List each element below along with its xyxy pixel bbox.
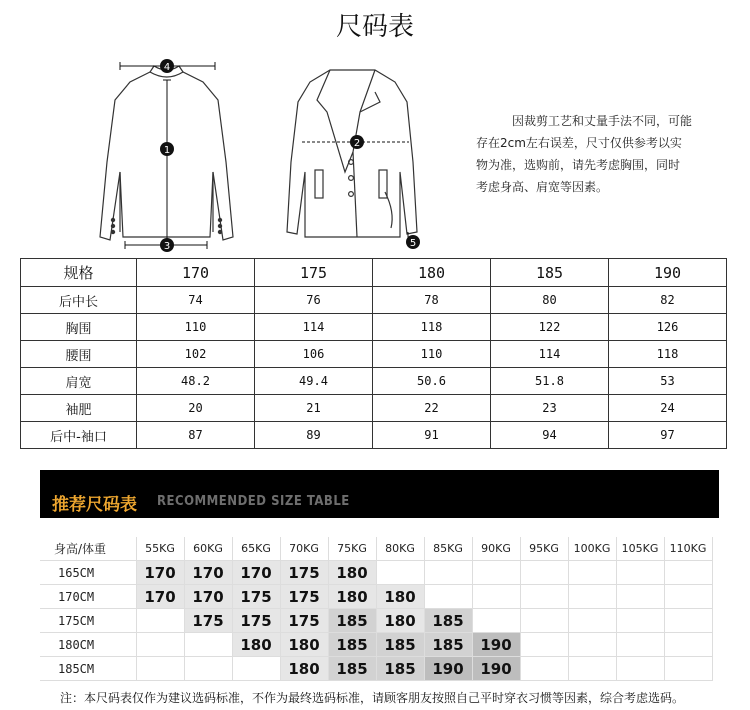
recommend-cell: 180 [280,633,328,657]
weight-header: 55KG [136,537,184,561]
corner-label: 身高/体重 [40,537,136,561]
marker-2: 2 [353,138,361,149]
recommend-cell [616,585,664,609]
recommend-cell [664,633,712,657]
table-cell: 78 [373,287,491,314]
table-row [21,314,727,341]
recommend-cell [568,609,616,633]
weight-header: 65KG [232,537,280,561]
recommend-cell [568,585,616,609]
height-label: 175CM [40,609,136,633]
table-cell: 51.8 [491,368,609,395]
weight-header: 80KG [376,537,424,561]
recommend-cell [472,561,520,585]
recommend-cell: 185 [328,633,376,657]
weight-header: 95KG [520,537,568,561]
table-cell: 94 [491,422,609,449]
table-cell: 114 [491,341,609,368]
note-line: 存在2cm左右误差，尺寸仅供参考以实 [476,136,682,150]
recommend-cell: 180 [376,585,424,609]
recommend-cell [520,633,568,657]
table-cell: 50.6 [373,368,491,395]
recommend-cell [616,633,664,657]
recommend-cell [616,609,664,633]
row-label: 肩宽 [21,368,137,395]
table-cell: 48.2 [137,368,255,395]
recommend-cell: 175 [280,585,328,609]
recommend-cell: 170 [184,585,232,609]
recommend-cell [520,585,568,609]
marker-1: 1 [163,145,171,156]
table-cell: 82 [609,287,727,314]
recommend-cell [184,633,232,657]
recommend-cell: 175 [232,585,280,609]
table-cell: 118 [609,341,727,368]
table-cell: 21 [255,395,373,422]
weight-header: 110KG [664,537,712,561]
recommend-cell: 180 [328,585,376,609]
height-label: 165CM [40,561,136,585]
recommend-cell [136,633,184,657]
recommend-cell [568,561,616,585]
recommend-cell: 185 [328,609,376,633]
page-title: 尺码表 [335,12,414,42]
table-cell: 97 [609,422,727,449]
table-row [21,422,727,449]
note-line: 考虑身高、肩宽等因素。 [476,180,609,194]
recommend-cell [664,561,712,585]
recommend-cell [424,561,472,585]
table-cell: 106 [255,341,373,368]
recommend-cell: 175 [280,609,328,633]
marker-4: 4 [163,62,171,73]
table-cell: 102 [137,341,255,368]
table-row [21,341,727,368]
recommend-row [40,609,712,633]
table-cell: 110 [137,314,255,341]
recommend-cell: 170 [136,585,184,609]
recommend-row [40,657,712,681]
weight-header: 85KG [424,537,472,561]
weight-header: 70KG [280,537,328,561]
table-cell: 74 [137,287,255,314]
weight-header: 105KG [616,537,664,561]
table-row [21,368,727,395]
recommend-cell: 190 [472,657,520,681]
table-cell: 122 [491,314,609,341]
size-table [20,258,727,449]
table-row [21,287,727,314]
size-header: 175 [255,259,373,287]
recommend-row [40,585,712,609]
recommend-cell: 170 [232,561,280,585]
height-label: 185CM [40,657,136,681]
recommend-cell [520,609,568,633]
recommend-cell: 185 [328,657,376,681]
weight-header: 90KG [472,537,520,561]
recommend-cell [472,585,520,609]
row-label: 后中-袖口 [21,422,137,449]
row-label: 袖肥 [21,395,137,422]
height-label: 180CM [40,633,136,657]
recommend-cell [568,633,616,657]
recommend-row [40,561,712,585]
recommend-cell [184,657,232,681]
recommend-cell: 170 [136,561,184,585]
recommend-cell: 175 [280,561,328,585]
table-cell: 118 [373,314,491,341]
size-header: 170 [137,259,255,287]
recommend-cell: 185 [424,609,472,633]
recommend-header-row [40,537,712,561]
table-row [21,395,727,422]
note-line: 物为准，选购前，请先考虑胸围，同时 [476,158,681,172]
recommend-cell [376,561,424,585]
marker-5: 5 [409,238,417,249]
recommend-cell [616,561,664,585]
table-cell: 53 [609,368,727,395]
table-cell: 114 [255,314,373,341]
size-header: 190 [609,259,727,287]
weight-header: 60KG [184,537,232,561]
recommend-cell: 180 [328,561,376,585]
recommend-cell: 180 [280,657,328,681]
recommend-cell [520,657,568,681]
measurement-note [476,110,701,198]
recommend-cell: 185 [376,633,424,657]
recommend-cell: 175 [184,609,232,633]
recommend-cell [136,609,184,633]
table-cell: 110 [373,341,491,368]
table-cell: 80 [491,287,609,314]
recommend-cell [568,657,616,681]
table-cell: 91 [373,422,491,449]
table-cell: 24 [609,395,727,422]
recommend-cell [424,585,472,609]
recommend-cell: 190 [472,633,520,657]
recommend-cell [616,657,664,681]
recommend-cell: 175 [232,609,280,633]
size-header: 185 [491,259,609,287]
jacket-front-drawing [287,70,417,237]
table-cell: 20 [137,395,255,422]
recommend-table [40,537,713,681]
row-label: 后中长 [21,287,137,314]
recommend-cell: 180 [232,633,280,657]
footnote: 注：本尺码表仅作为建议选码标准，不作为最终选码标准，请顾客朋友按照自己平时穿衣习惯等因素，综合考虑选码。 [60,691,685,705]
table-cell: 22 [373,395,491,422]
recommend-title-cn: 推荐尺码表 [52,495,137,515]
header-label: 规格 [21,259,137,287]
recommend-cell: 185 [424,633,472,657]
table-cell: 76 [255,287,373,314]
size-header: 180 [373,259,491,287]
jacket-illustration [95,52,435,257]
table-cell: 49.4 [255,368,373,395]
recommend-cell [136,657,184,681]
size-table-header [21,259,727,287]
marker-3: 3 [163,241,171,252]
recommend-row [40,633,712,657]
recommend-cell [232,657,280,681]
recommend-cell [520,561,568,585]
recommend-cell [664,657,712,681]
table-cell: 23 [491,395,609,422]
weight-header: 100KG [568,537,616,561]
row-label: 胸围 [21,314,137,341]
recommend-cell [472,609,520,633]
table-cell: 87 [137,422,255,449]
table-cell: 126 [609,314,727,341]
recommend-banner [40,470,719,518]
recommend-cell: 180 [376,609,424,633]
recommend-cell: 185 [376,657,424,681]
height-label: 170CM [40,585,136,609]
recommend-cell: 190 [424,657,472,681]
table-cell: 89 [255,422,373,449]
note-line: 因裁剪工艺和丈量手法不同，可能 [512,114,693,128]
weight-header: 75KG [328,537,376,561]
recommend-title-en: RECOMMENDED SIZE TABLE [157,494,350,509]
recommend-cell [664,609,712,633]
recommend-cell [664,585,712,609]
row-label: 腰围 [21,341,137,368]
recommend-cell: 170 [184,561,232,585]
